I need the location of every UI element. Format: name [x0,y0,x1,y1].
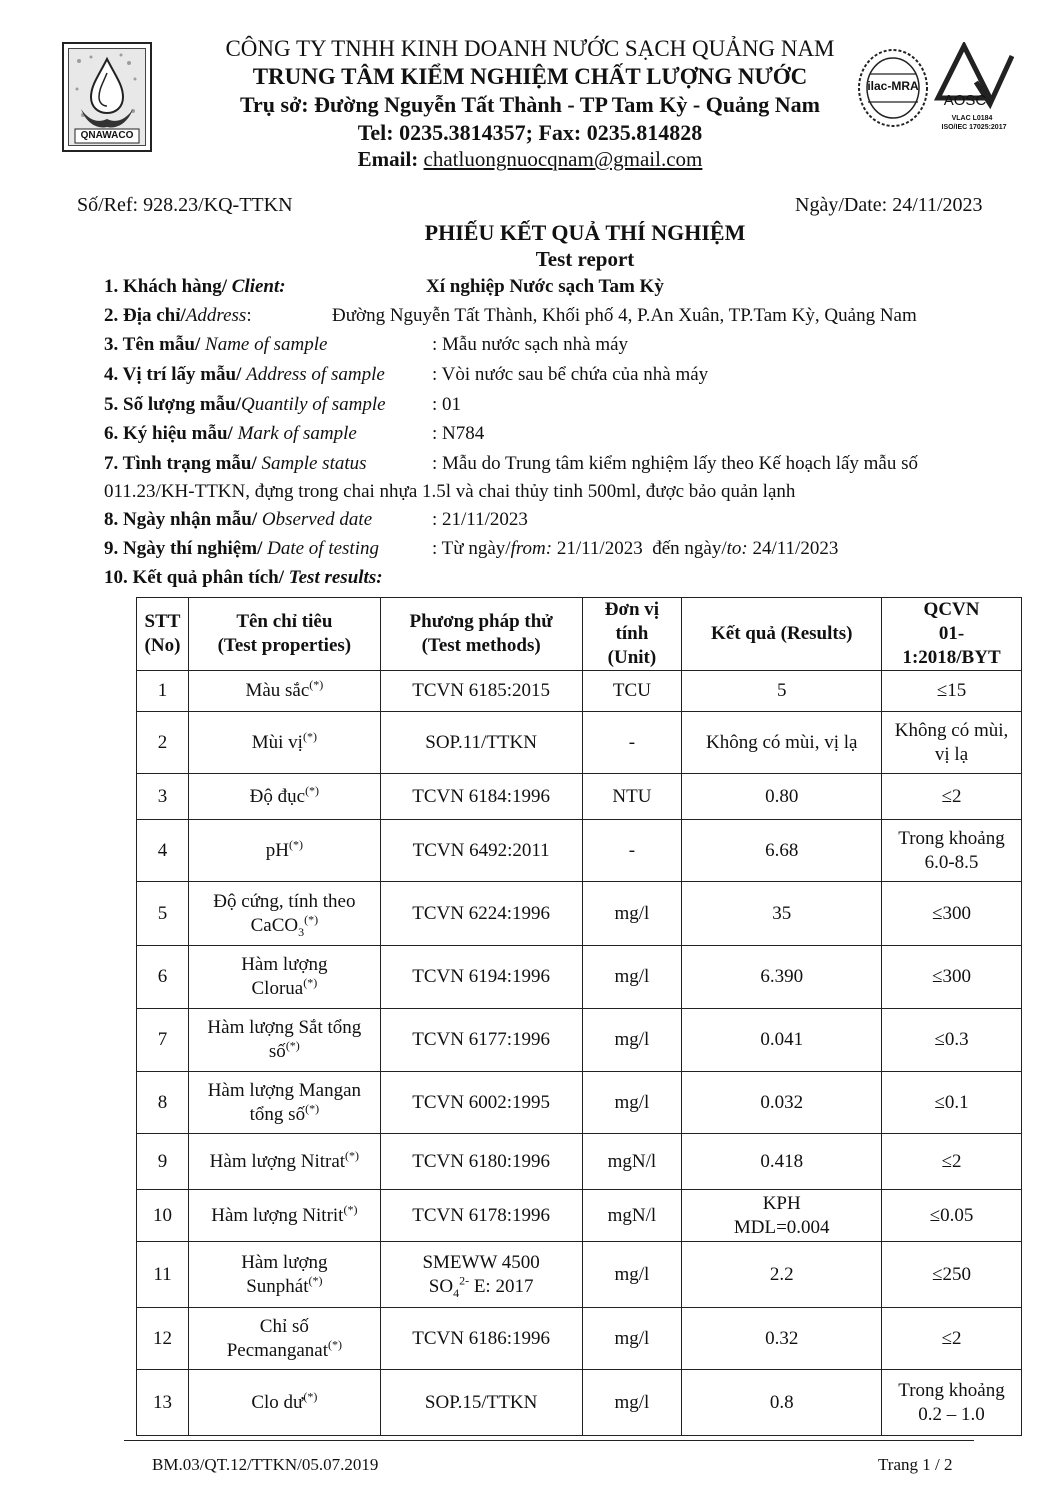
testing-date-label: 9. Ngày thí nghiệm/ Date of testing [104,538,379,559]
center-name: TRUNG TÂM KIỂM NGHIỆM CHẤT LƯỢNG NƯỚC [252,64,808,89]
report-subtitle: Test report [535,247,635,271]
col-header-qcvn: QCVN 01- 1:2018/BYT [882,598,1022,671]
table-row: 10 Hàm lượng Nitrit(*) TCVN 6178:1996 mgN/l KPH MDL=0.004 ≤0.05 [137,1190,1022,1242]
sample-mark-label: 6. Ký hiệu mẫu/ Mark of sample [104,423,357,444]
sample-name-value: : Mẫu nước sạch nhà máy [432,334,629,355]
header-tel-fax: Tel: 0235.3814357; Fax: 0235.814828 [357,120,703,145]
company-logo [62,42,152,152]
sample-status-value: : Mẫu do Trung tâm kiểm nghiệm lấy theo Kế hoạch lấy mẫu số [432,453,919,474]
col-header-name: Tên chỉ tiêu (Test properties) [188,598,380,671]
email-link[interactable]: chatluongnuocqnam@gmail.com [423,147,703,171]
header-address: Trụ sở: Đường Nguyễn Tất Thành - TP Tam Kỳ - Quảng Nam [240,92,820,117]
table-row: 6 Hàm lượng Clorua(*) TCVN 6194:1996 mg/l 6.390 ≤300 [137,946,1022,1009]
col-header-unit: Đơn vị tính (Unit) [582,598,682,671]
results-label: 10. Kết quả phân tích/ Test results: [104,567,383,588]
table-row: 5 Độ cứng, tính theo CaCO$_3$(*) TCVN 6224:1996 mg/l 35 ≤300 [137,882,1022,946]
table-row: 11 Hàm lượng Sunphát(*) SMEWW 4500 $SO_4^{2-}$ E: 2017 mg/l 2.2 ≤250 [137,1242,1022,1308]
col-header-result: Kết quả (Results) [682,598,882,671]
ref-number: Số/Ref: 928.23/KQ-TTKN [77,194,293,216]
address-label: 2. Địa chỉ/Address: [104,305,252,326]
address-value: Đường Nguyễn Tất Thành, Khối phố 4, P.An Xuân, TP.Tam Kỳ, Quảng Nam [332,305,917,326]
observed-date-value: : 21/11/2023 [432,509,528,530]
col-header-stt: STT (No) [137,598,189,671]
table-row: 1 Màu sắc(*) TCVN 6185:2015 TCU 5 ≤15 [137,671,1022,712]
ilac-text: ilac-MRA [867,79,919,93]
sample-quantity-value: : 01 [432,394,462,415]
testing-date-value: : Từ ngày/from: 21/11/2023 đến ngày/to: 24/11/2023 [432,538,839,559]
form-code: BM.03/QT.12/TTKN/05.07.2019 [152,1455,379,1474]
sample-quantity-label: 5. Số lượng mẫu/Quantily of sample [104,394,386,415]
aosc-text: AOSC [943,92,987,109]
page-number: Trang 1 / 2 [878,1455,953,1474]
report-date: Ngày/Date: 24/11/2023 [795,194,983,216]
ilac-mra-logo [856,46,930,132]
company-name: CÔNG TY TNHH KINH DOANH NƯỚC SẠCH QUẢNG NAM [225,36,835,61]
vilas-code: VLAC L0184 [951,115,993,122]
table-row: 7 Hàm lượng Sắt tổng số(*) TCVN 6177:1996 mg/l 0.041 ≤0.3 [137,1009,1022,1072]
sample-location-value: : Vòi nước sau bể chứa của nhà máy [432,364,709,385]
logo-text: QNAWACO [80,130,134,141]
footer-divider [124,1440,974,1441]
table-row: 4 pH(*) TCVN 6492:2011 - 6.68 Trong khoảng 6.0-8.5 [137,820,1022,882]
aosc-logo [934,42,1014,142]
sample-status-label: 7. Tình trạng mẫu/ Sample status [104,453,367,474]
sample-location-label: 4. Vị trí lấy mẫu/ Address of sample [104,364,385,385]
col-header-method: Phương pháp thử (Test methods) [380,598,582,671]
client-label: 1. Khách hàng/ Client: [104,276,286,297]
iso-code: ISO/IEC 17025:2017 [941,124,1007,131]
header-email: Email: chatluongnuocqnam@gmail.com [357,147,703,171]
table-row: 3 Độ đục(*) TCVN 6184:1996 NTU 0.80 ≤2 [137,774,1022,820]
table-row: 13 Clo dư(*) SOP.15/TTKN mg/l 0.8 Trong khoảng 0.2 – 1.0 [137,1370,1022,1436]
table-row: 12 Chỉ số Pecmanganat(*) TCVN 6186:1996 mg/l 0.32 ≤2 [137,1308,1022,1370]
sample-status-value-cont: 011.23/KH-TTKN, đựng trong chai nhựa 1.5l và chai thủy tinh 500ml, được bảo quản lạnh [104,481,796,502]
observed-date-label: 8. Ngày nhận mẫu/ Observed date [104,509,373,530]
sample-mark-value: : N784 [432,423,485,444]
client-value: Xí nghiệp Nước sạch Tam Kỳ [426,276,664,297]
table-row: 8 Hàm lượng Mangan tổng số(*) TCVN 6002:1995 mg/l 0.032 ≤0.1 [137,1072,1022,1134]
table-row: 2 Mùi vị(*) SOP.11/TTKN - Không có mùi, vị lạ Không có mùi, vị lạ [137,712,1022,774]
table-header-row [137,598,1022,671]
report-title: PHIẾU KẾT QUẢ THÍ NGHIỆM [424,220,746,245]
results-table [136,597,1022,1436]
table-row: 9 Hàm lượng Nitrat(*) TCVN 6180:1996 mgN/l 0.418 ≤2 [137,1134,1022,1190]
sample-name-label: 3. Tên mẫu/ Name of sample [104,334,328,355]
